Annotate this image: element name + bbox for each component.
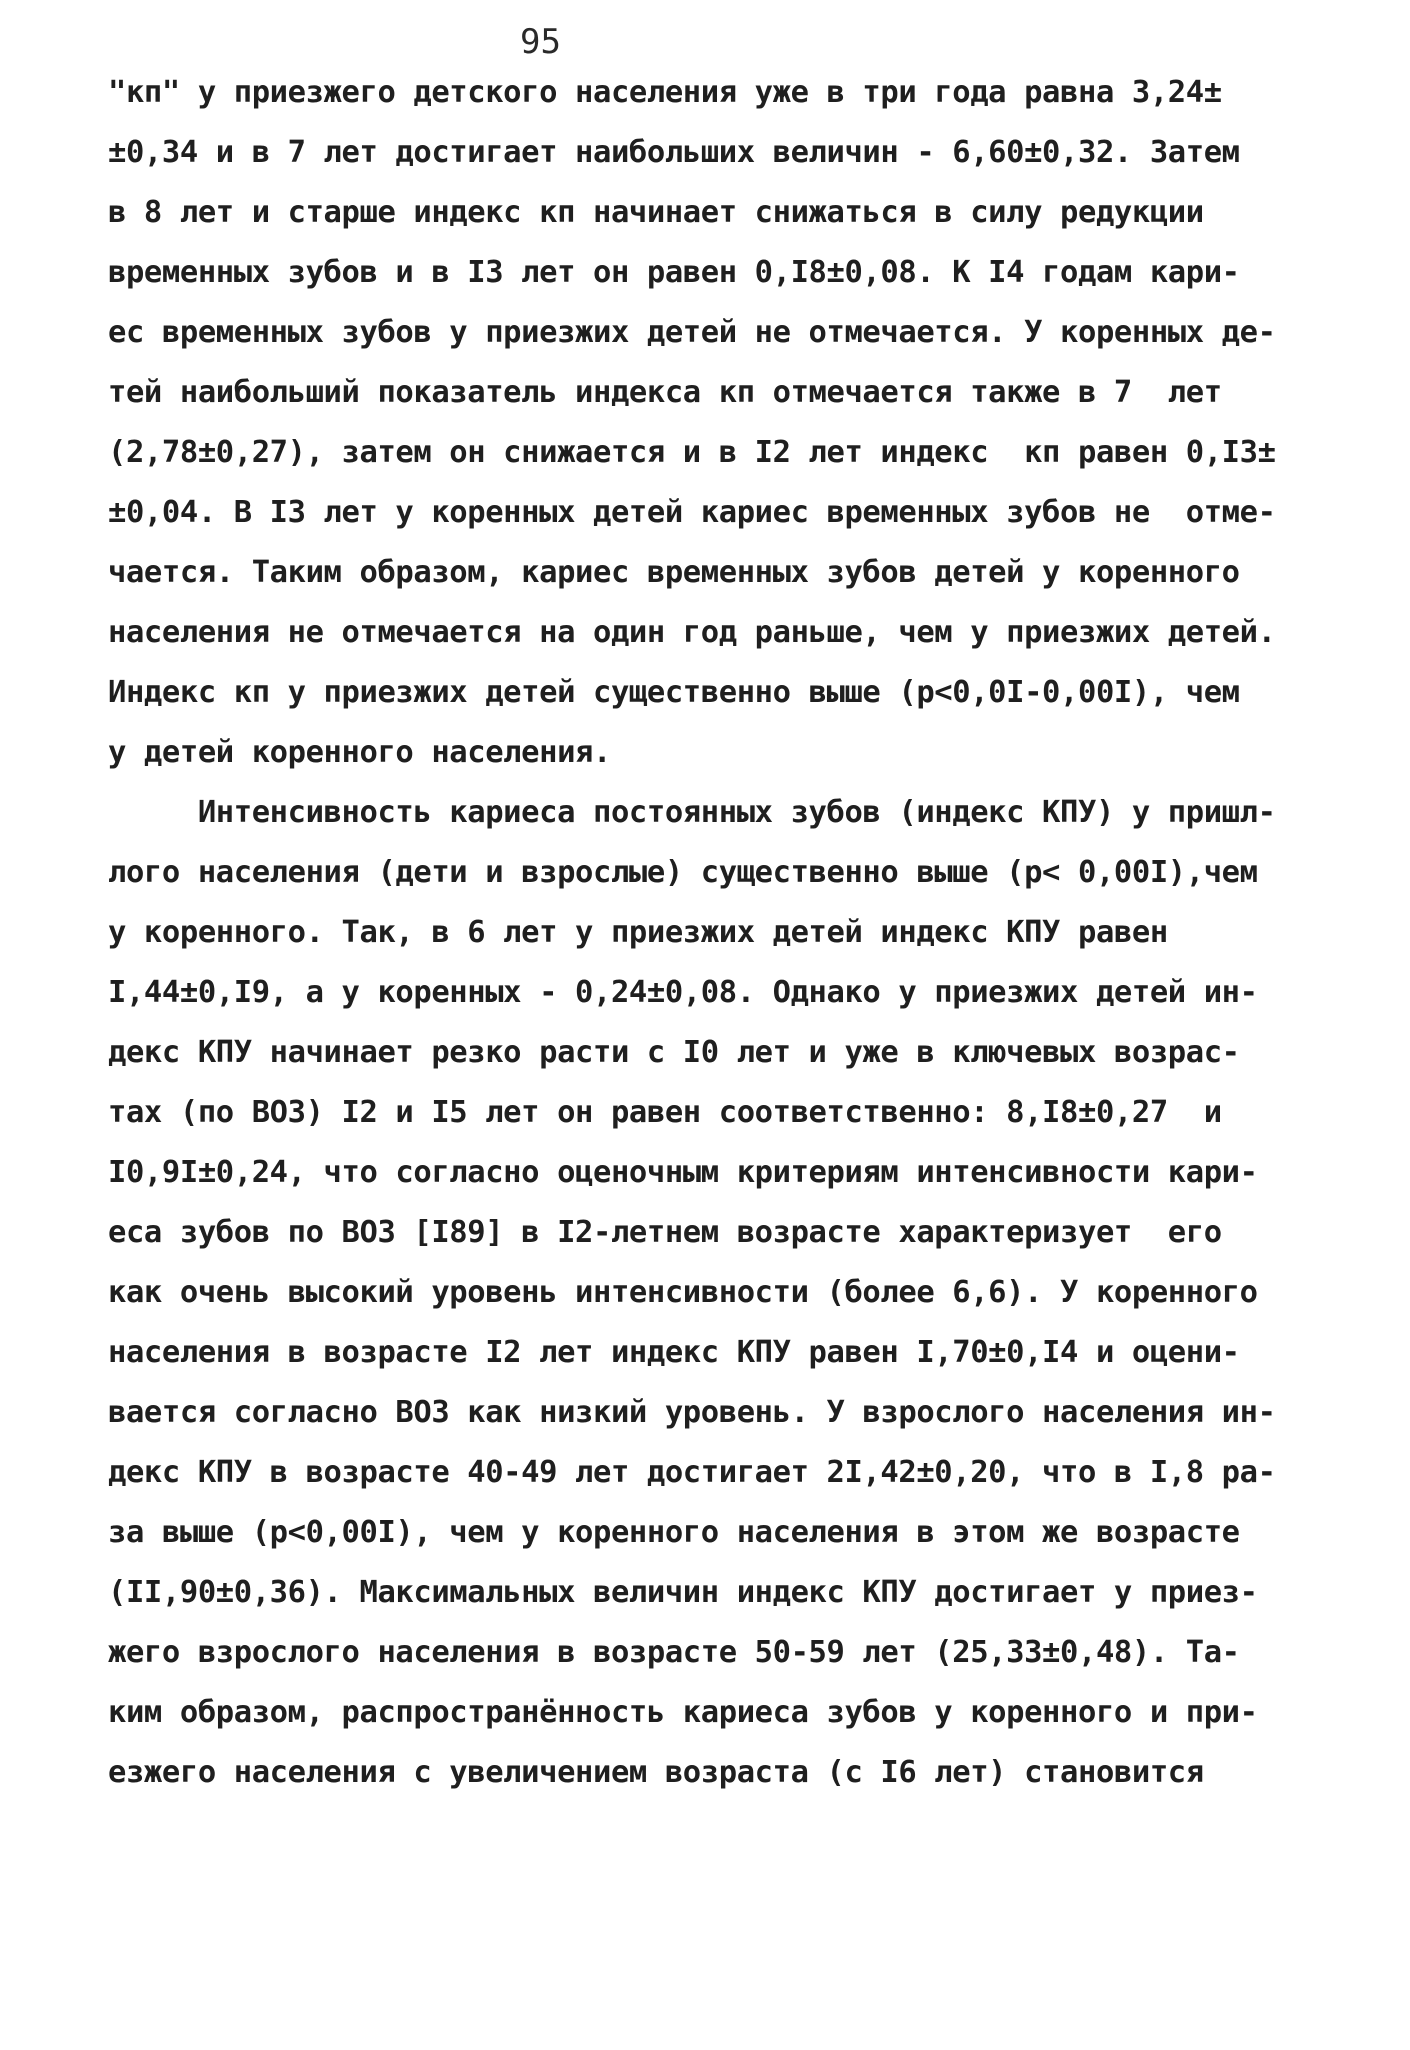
text-line: чается. Таким образом, кариес временных зубов детей у коренного bbox=[108, 555, 1240, 590]
page-number: 95 bbox=[520, 22, 561, 62]
text-line: "кп" у приезжего детского населения уже в три года равна 3,24± bbox=[108, 75, 1222, 110]
text-line: у коренного. Так, в 6 лет у приезжих детей индекс КПУ равен bbox=[108, 915, 1168, 950]
text-line: (II,90±0,36). Максимальных величин индекс КПУ достигает у приез- bbox=[108, 1575, 1258, 1610]
text-line: Индекс кп у приезжих детей существенно выше (р<0,0I-0,00I), чем bbox=[108, 675, 1240, 710]
text-line: ±0,04. В I3 лет у коренных детей кариес временных зубов не отме- bbox=[108, 495, 1276, 530]
text-line: населения в возрасте I2 лет индекс КПУ равен I,70±0,I4 и оцени- bbox=[108, 1335, 1240, 1370]
text-line: жего взрослого населения в возрасте 50-59 лет (25,33±0,48). Та- bbox=[108, 1635, 1240, 1670]
text-line: Интенсивность кариеса постоянных зубов (индекс КПУ) у пришл- bbox=[108, 795, 1276, 830]
text-line: лого населения (дети и взрослые) существенно выше (р< 0,00I),чем bbox=[108, 855, 1258, 890]
text-line: I0,9I±0,24, что согласно оценочным критериям интенсивности кари- bbox=[108, 1155, 1258, 1190]
text-line: населения не отмечается на один год раньше, чем у приезжих детей. bbox=[108, 615, 1276, 650]
text-line: временных зубов и в I3 лет он равен 0,I8±0,08. К I4 годам кари- bbox=[108, 255, 1240, 290]
text-line: как очень высокий уровень интенсивности (более 6,6). У коренного bbox=[108, 1275, 1258, 1310]
text-line: тах (по ВОЗ) I2 и I5 лет он равен соответственно: 8,I8±0,27 и bbox=[108, 1095, 1222, 1130]
text-line: (2,78±0,27), затем он снижается и в I2 лет индекс кп равен 0,I3± bbox=[108, 435, 1276, 470]
text-line: декс КПУ в возрасте 40-49 лет достигает 2I,42±0,20, что в I,8 ра- bbox=[108, 1455, 1276, 1490]
text-line: еса зубов по ВОЗ [I89] в I2-летнем возрасте характеризует его bbox=[108, 1215, 1222, 1250]
text-line: декс КПУ начинает резко расти с I0 лет и уже в ключевых возрас- bbox=[108, 1035, 1240, 1070]
text-line: вается согласно ВОЗ как низкий уровень. У взрослого населения ин- bbox=[108, 1395, 1276, 1430]
text-line: у детей коренного населения. bbox=[108, 735, 611, 770]
text-line: I,44±0,I9, а у коренных - 0,24±0,08. Однако у приезжих детей ин- bbox=[108, 975, 1258, 1010]
text-line: ким образом, распространённость кариеса зубов у коренного и при- bbox=[108, 1695, 1258, 1730]
text-line: ±0,34 и в 7 лет достигает наибольших величин - 6,60±0,32. Затем bbox=[108, 135, 1240, 170]
text-line: ес временных зубов у приезжих детей не отмечается. У коренных де- bbox=[108, 315, 1276, 350]
text-line: тей наибольший показатель индекса кп отмечается также в 7 лет bbox=[108, 375, 1222, 410]
text-line: в 8 лет и старше индекс кп начинает снижаться в силу редукции bbox=[108, 195, 1204, 230]
text-line: езжего населения с увеличением возраста (с I6 лет) становится bbox=[108, 1755, 1204, 1790]
text-line: за выше (р<0,00I), чем у коренного населения в этом же возрасте bbox=[108, 1515, 1240, 1550]
